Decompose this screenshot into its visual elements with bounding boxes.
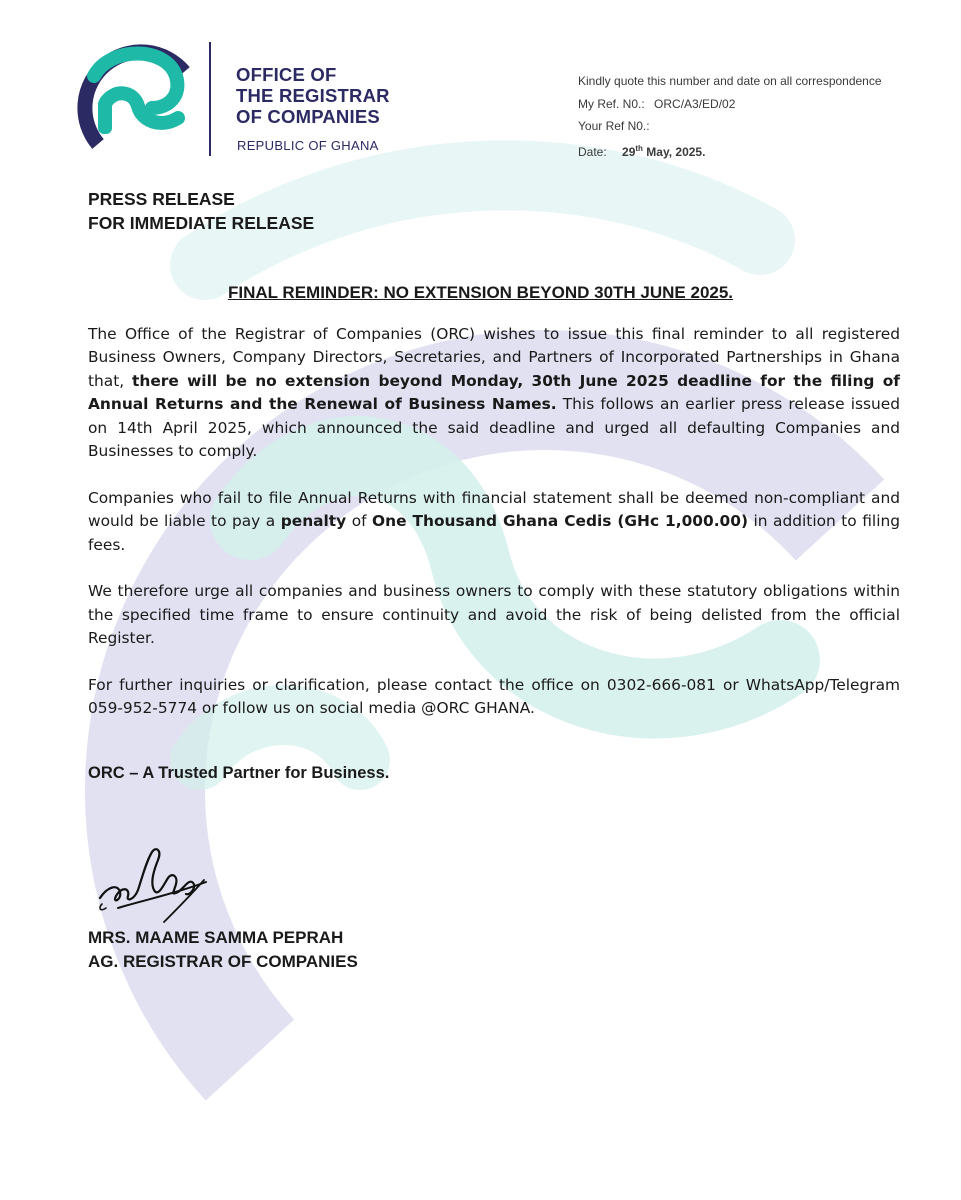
date-rest: May, 2025. — [642, 144, 706, 159]
reference-block — [578, 70, 882, 163]
body-text — [88, 323, 900, 744]
signatory-name: MRS. MAAME SAMMA PEPRAH — [88, 928, 344, 947]
signatory — [88, 926, 358, 974]
my-ref-row — [578, 93, 882, 116]
your-ref-label: Your Ref N0.: — [578, 119, 650, 133]
p1-text-a: The Office of the Registrar of Companies (ORC) wishes to issue this final reminder to all registered Business Owners, Company Directors, Secretaries, and Partners of Incorporated Partnerships in Ghana that, — [88, 325, 900, 390]
p1-text-c: This follows an earlier press release issued on 14th April 2025, which announced the said deadline and urged all defaulting Companies and Businesses to comply. — [88, 395, 901, 461]
org-name-line-3: OF COMPANIES — [236, 106, 380, 127]
p1-bold-deadline: there will be no extension beyond Monday, 30th June 2025 deadline for the filing of Annual Returns and the Renewal of Business Names. — [88, 371, 900, 414]
press-release-label: PRESS RELEASE — [88, 189, 235, 209]
header-divider — [209, 42, 211, 156]
p2-text-e: in addition to filing fees. — [88, 512, 900, 554]
headline: FINAL REMINDER: NO EXTENSION BEYOND 30TH JUNE 2025. — [227, 283, 734, 302]
org-country: REPUBLIC OF GHANA — [237, 138, 379, 153]
signature-scribble — [94, 842, 224, 926]
signatory-title: AG. REGISTRAR OF COMPANIES — [88, 952, 358, 971]
p2-bold-amount: One Thousand Ghana Cedis (GHc 1,000.00) — [372, 512, 749, 531]
my-ref-value: ORC/A3/ED/02 — [654, 96, 736, 111]
release-type — [88, 187, 314, 235]
orc-logo — [74, 36, 198, 160]
paragraph-2 — [88, 487, 900, 557]
paragraph-3: We therefore urge all companies and business owners to comply with these statutory obligations within the specified time frame to ensure continuity and avoid the risk of being delisted from the official Register. — [88, 582, 900, 648]
date-value — [622, 145, 705, 159]
paragraph-4: For further inquiries or clarification, please contact the office on 0302-666-081 or WhatsApp/Telegram 059-952-5774 or follow us on social media @ORC GHANA. — [88, 676, 900, 718]
your-ref-row — [578, 115, 882, 138]
p2-text-a: Companies who fail to file Annual Returns with financial statement shall be deemed non-compliant and would be liable to pay a — [88, 488, 900, 531]
org-name-line-1: OFFICE OF — [236, 64, 337, 85]
p2-bold-penalty: penalty — [280, 512, 347, 531]
date-day: 29 — [622, 144, 636, 159]
reference-note: Kindly quote this number and date on all correspondence — [578, 74, 882, 88]
org-name-line-2: THE REGISTRAR — [236, 85, 390, 106]
paragraph-1 — [88, 323, 900, 463]
date-row — [578, 138, 882, 164]
date-suffix: th — [635, 143, 643, 153]
immediate-release-label: FOR IMMEDIATE RELEASE — [88, 213, 315, 233]
tagline: ORC – A Trusted Partner for Business. — [88, 764, 390, 782]
p2-text-c: of — [346, 512, 373, 531]
date-label: Date: — [578, 144, 607, 159]
org-name — [236, 64, 390, 127]
my-ref-label: My Ref. N0.: — [578, 96, 645, 111]
